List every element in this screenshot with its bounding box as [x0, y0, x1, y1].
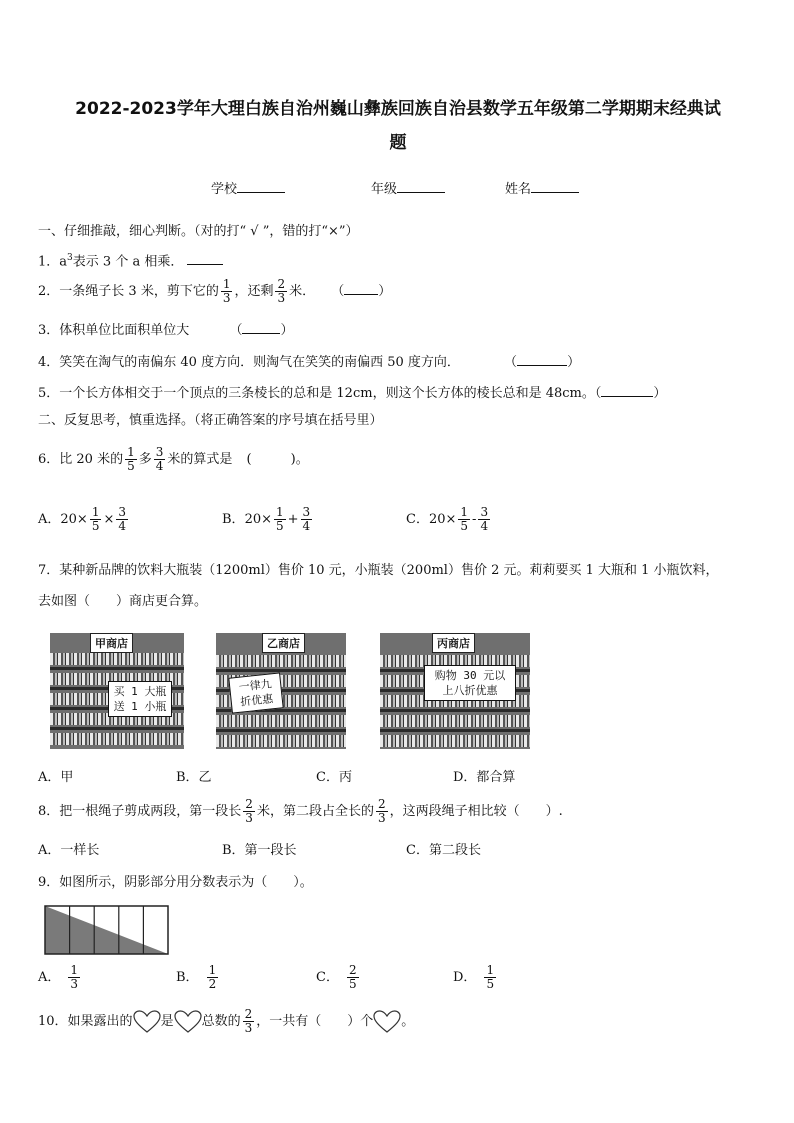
q6-frac2-den: 4	[155, 459, 164, 473]
shelf-row	[50, 653, 184, 665]
q2-fraction-2	[275, 278, 287, 305]
q8-text-mid: 米，第二段占全长的	[256, 804, 374, 819]
q2-frac2-den: 3	[277, 291, 286, 305]
q9-d-den: 5	[486, 977, 495, 991]
q6-b-frac2-den: 4	[302, 519, 311, 533]
q6-c-label: C．	[406, 512, 429, 527]
question-4	[38, 355, 580, 371]
q9-text: 如图所示，阴影部分用分数表示为（ ）。	[59, 875, 313, 890]
q6-b-pre: 20×	[244, 512, 272, 527]
q9-c-num: 2	[348, 963, 357, 977]
q8-option-b: B．第一段长	[222, 843, 297, 858]
store-jia-tag: 甲商店	[90, 633, 133, 653]
shelf-row	[216, 715, 346, 727]
q6-a-frac2-num: 3	[118, 505, 127, 519]
shelf-row	[380, 735, 530, 747]
q6-a-pre: 20×	[60, 512, 88, 527]
q8-frac1-den: 3	[245, 811, 253, 825]
q9-a-den: 3	[70, 977, 79, 991]
q9-b-den: 2	[208, 977, 217, 991]
shelf-row	[216, 655, 346, 667]
q2-answer-paren: （ ）	[331, 284, 392, 299]
q9-number: 9．	[38, 875, 60, 890]
q7-option-b: B．乙	[176, 770, 212, 785]
q8-text-post: ，这两段绳子相比较（ ）.	[389, 804, 563, 819]
q4-answer-paren: （ ）	[504, 355, 581, 370]
q4-text: 笑笑在淘气的南偏东 40 度方向．则淘气在笑笑的南偏西 50 度方向．	[59, 355, 460, 370]
q2-answer-blank	[344, 294, 378, 295]
shelf-row	[216, 735, 346, 747]
q9-option-c	[316, 964, 361, 991]
q2-frac1-num: 1	[222, 277, 231, 291]
shelf-bar	[380, 729, 530, 732]
q9-d-num: 1	[486, 963, 495, 977]
question-1	[38, 250, 223, 270]
school-field	[211, 182, 285, 198]
q8-option-a: A．一样长	[38, 843, 100, 858]
q6-b-label: B．	[222, 512, 245, 527]
q5-number: 5．	[38, 386, 60, 401]
q5-answer-blank	[601, 396, 653, 397]
q6-a-frac2	[116, 506, 128, 533]
q6-fraction-1	[125, 446, 137, 473]
q9-b-label: B．	[176, 970, 199, 985]
name-field	[505, 182, 579, 198]
q5-text: 一个长方体相交于一个顶点的三条棱长的总和是 12cm，则这个长方体的棱长总和是 48cm。	[59, 386, 595, 401]
q6-c-frac1	[458, 506, 470, 533]
store-bing-photo	[380, 633, 530, 749]
section1-heading: 一、仔细推敲，细心判断。（对的打“ √ ”，错的打“×”）	[38, 224, 359, 239]
q7-text-line1: 某种新品牌的饮料大瓶装（1200ml）售价 10 元，小瓶装（200ml）售价 2 元。莉莉要买 1 大瓶和 1 小瓶饮料，	[59, 563, 719, 578]
q7-number: 7．	[38, 563, 60, 578]
page-title-continued: 题	[389, 133, 407, 153]
q9-b-num: 1	[208, 963, 217, 977]
q9-c-den: 5	[348, 977, 357, 991]
q6-b-frac2	[301, 506, 313, 533]
school-label: 学校	[211, 182, 238, 197]
shelf-bar	[380, 709, 530, 712]
q6-c-op: -	[472, 512, 477, 527]
question-7-line1	[38, 563, 719, 579]
shelf-bar	[216, 729, 346, 732]
shelf-row	[50, 733, 184, 745]
q5-answer-paren: （ ）	[594, 386, 667, 401]
q8-frac2-den: 3	[377, 811, 386, 825]
name-label: 姓名	[505, 182, 532, 197]
q1-base: a	[59, 254, 68, 270]
q6-text-end: 。	[295, 452, 309, 467]
store-jia-sign: 买 1 大瓶 送 1 小瓶	[108, 681, 172, 717]
q6-fraction-2	[154, 446, 166, 473]
q6-c-pre: 20×	[428, 512, 457, 527]
q6-b-frac1-num: 1	[276, 505, 284, 519]
q9-option-b	[176, 964, 220, 991]
q3-answer-paren: （ ）	[229, 323, 294, 338]
q9-a-frac	[68, 964, 80, 991]
q8-frac2-num: 2	[377, 797, 386, 811]
q6-b-op: +	[287, 512, 299, 527]
grade-field	[371, 182, 445, 198]
shelf-bar	[50, 667, 184, 670]
question-2	[38, 278, 391, 305]
q9-option-d	[453, 964, 498, 991]
q10-frac-den: 3	[244, 1021, 253, 1035]
heart-icon	[174, 1010, 202, 1034]
q3-answer-blank	[242, 333, 280, 334]
section2-heading: 二、反复思考，慎重选择。（将正确答案的序号填在括号里）	[38, 413, 383, 428]
store-jia-photo	[50, 633, 184, 749]
question-5	[38, 386, 666, 402]
q9-b-frac	[207, 964, 219, 991]
question-10	[38, 1008, 414, 1035]
q2-text-mid: ，还剩	[234, 284, 274, 299]
q8-fraction-2	[376, 798, 388, 825]
school-blank	[237, 192, 285, 193]
q6-frac1-den: 5	[127, 459, 135, 473]
q6-a-frac1	[90, 506, 102, 533]
q6-number: 6．	[38, 452, 60, 467]
q9-d-label: D．	[453, 970, 477, 985]
store-bing-tag: 丙商店	[432, 633, 475, 653]
q7-option-d: D．都合算	[453, 770, 516, 785]
q6-text-mid: 多	[138, 452, 152, 467]
q8-frac1-num: 2	[245, 797, 253, 811]
store-yi-sign: 一律九 折优惠	[228, 672, 283, 713]
q6-c-frac2	[478, 506, 490, 533]
q10-text-mid2: 总数的	[201, 1014, 241, 1029]
q6-text-pre: 比 20 米的	[59, 452, 124, 467]
shelf-bar	[216, 669, 346, 672]
q6-a-label: A．	[38, 512, 61, 527]
q6-a-op: ×	[103, 512, 115, 527]
q4-number: 4．	[38, 355, 60, 370]
q10-number: 10．	[38, 1014, 68, 1029]
q10-text-pre: 如果露出的	[67, 1014, 133, 1029]
question-7-line2: 去如图（ ）商店更合算。	[38, 594, 208, 609]
q6-b-frac1	[274, 506, 286, 533]
question-6	[38, 446, 309, 473]
q9-shaded-rectangle-figure	[44, 905, 170, 955]
q9-d-frac	[484, 964, 496, 991]
q2-text-pre: 一条绳子长 3 米，剪下它的	[59, 284, 219, 299]
q6-a-frac1-den: 5	[91, 519, 100, 533]
q6-frac1-num: 1	[127, 445, 135, 459]
q6-c-frac1-num: 1	[460, 505, 469, 519]
q6-c-frac2-den: 4	[480, 519, 489, 533]
q6-b-frac2-num: 3	[302, 505, 311, 519]
q2-fraction-1	[221, 278, 233, 305]
heart-icon	[373, 1010, 401, 1034]
shelf-bar	[50, 727, 184, 730]
q6-option-c	[406, 506, 492, 533]
q3-number: 3．	[38, 323, 60, 338]
store-yi-tag: 乙商店	[262, 633, 305, 653]
heart-icon	[133, 1010, 161, 1034]
q6-b-frac1-den: 5	[276, 519, 284, 533]
q9-a-label: A．	[38, 970, 61, 985]
page-title: 2022-2023学年大理白族自治州巍山彝族回族自治县数学五年级第二学期期末经典试	[75, 99, 721, 119]
question-3	[38, 323, 293, 339]
question-8	[38, 798, 563, 825]
q10-frac-num: 2	[244, 1007, 253, 1021]
q6-frac2-num: 3	[155, 445, 164, 459]
q2-frac2-num: 2	[277, 277, 286, 291]
q3-text: 体积单位比面积单位大	[59, 323, 190, 338]
q6-c-frac2-num: 3	[480, 505, 489, 519]
q6-a-frac2-den: 4	[118, 519, 127, 533]
q8-text-pre: 把一根绳子剪成两段，第一段长	[59, 804, 242, 819]
q2-frac1-den: 3	[222, 291, 231, 305]
q1-exponent: 3	[67, 253, 73, 263]
q9-c-label: C．	[316, 970, 339, 985]
q10-text-post: 。	[401, 1014, 415, 1029]
q2-text-post: 米．	[289, 284, 316, 299]
shelf-row	[380, 715, 530, 727]
q6-a-frac1-num: 1	[91, 505, 100, 519]
q10-text-mid1: 是	[160, 1014, 174, 1029]
name-blank	[531, 192, 579, 193]
store-bing-sign: 购物 30 元以 上八折优惠	[424, 665, 516, 701]
q2-number: 2．	[38, 284, 60, 299]
q1-answer-blank	[187, 264, 223, 265]
q9-a-num: 1	[70, 963, 79, 977]
q8-option-c: C．第二段长	[406, 843, 481, 858]
q6-option-a	[38, 506, 130, 533]
q9-c-frac	[347, 964, 359, 991]
q6-answer-paren: ( )	[246, 452, 296, 467]
grade-blank	[397, 192, 445, 193]
question-9	[38, 875, 313, 891]
store-yi-photo	[216, 633, 346, 749]
q8-fraction-1	[243, 798, 255, 825]
q7-option-c: C．丙	[316, 770, 352, 785]
q4-answer-blank	[517, 365, 567, 366]
q10-text-mid3: ，一共有（ ）个	[256, 1014, 374, 1029]
q6-c-frac1-den: 5	[460, 519, 469, 533]
q8-number: 8．	[38, 804, 60, 819]
grade-label: 年级	[371, 182, 398, 197]
q6-option-b	[222, 506, 314, 533]
q10-fraction	[243, 1008, 255, 1035]
q9-shaded-triangle	[45, 906, 168, 954]
q1-text: 表示 3 个 a 相乘．	[72, 254, 184, 270]
q7-option-a: A．甲	[38, 770, 74, 785]
q9-option-a	[38, 964, 82, 991]
q6-text-post: 米的算式是	[167, 452, 233, 467]
q1-number: 1．	[38, 254, 60, 270]
